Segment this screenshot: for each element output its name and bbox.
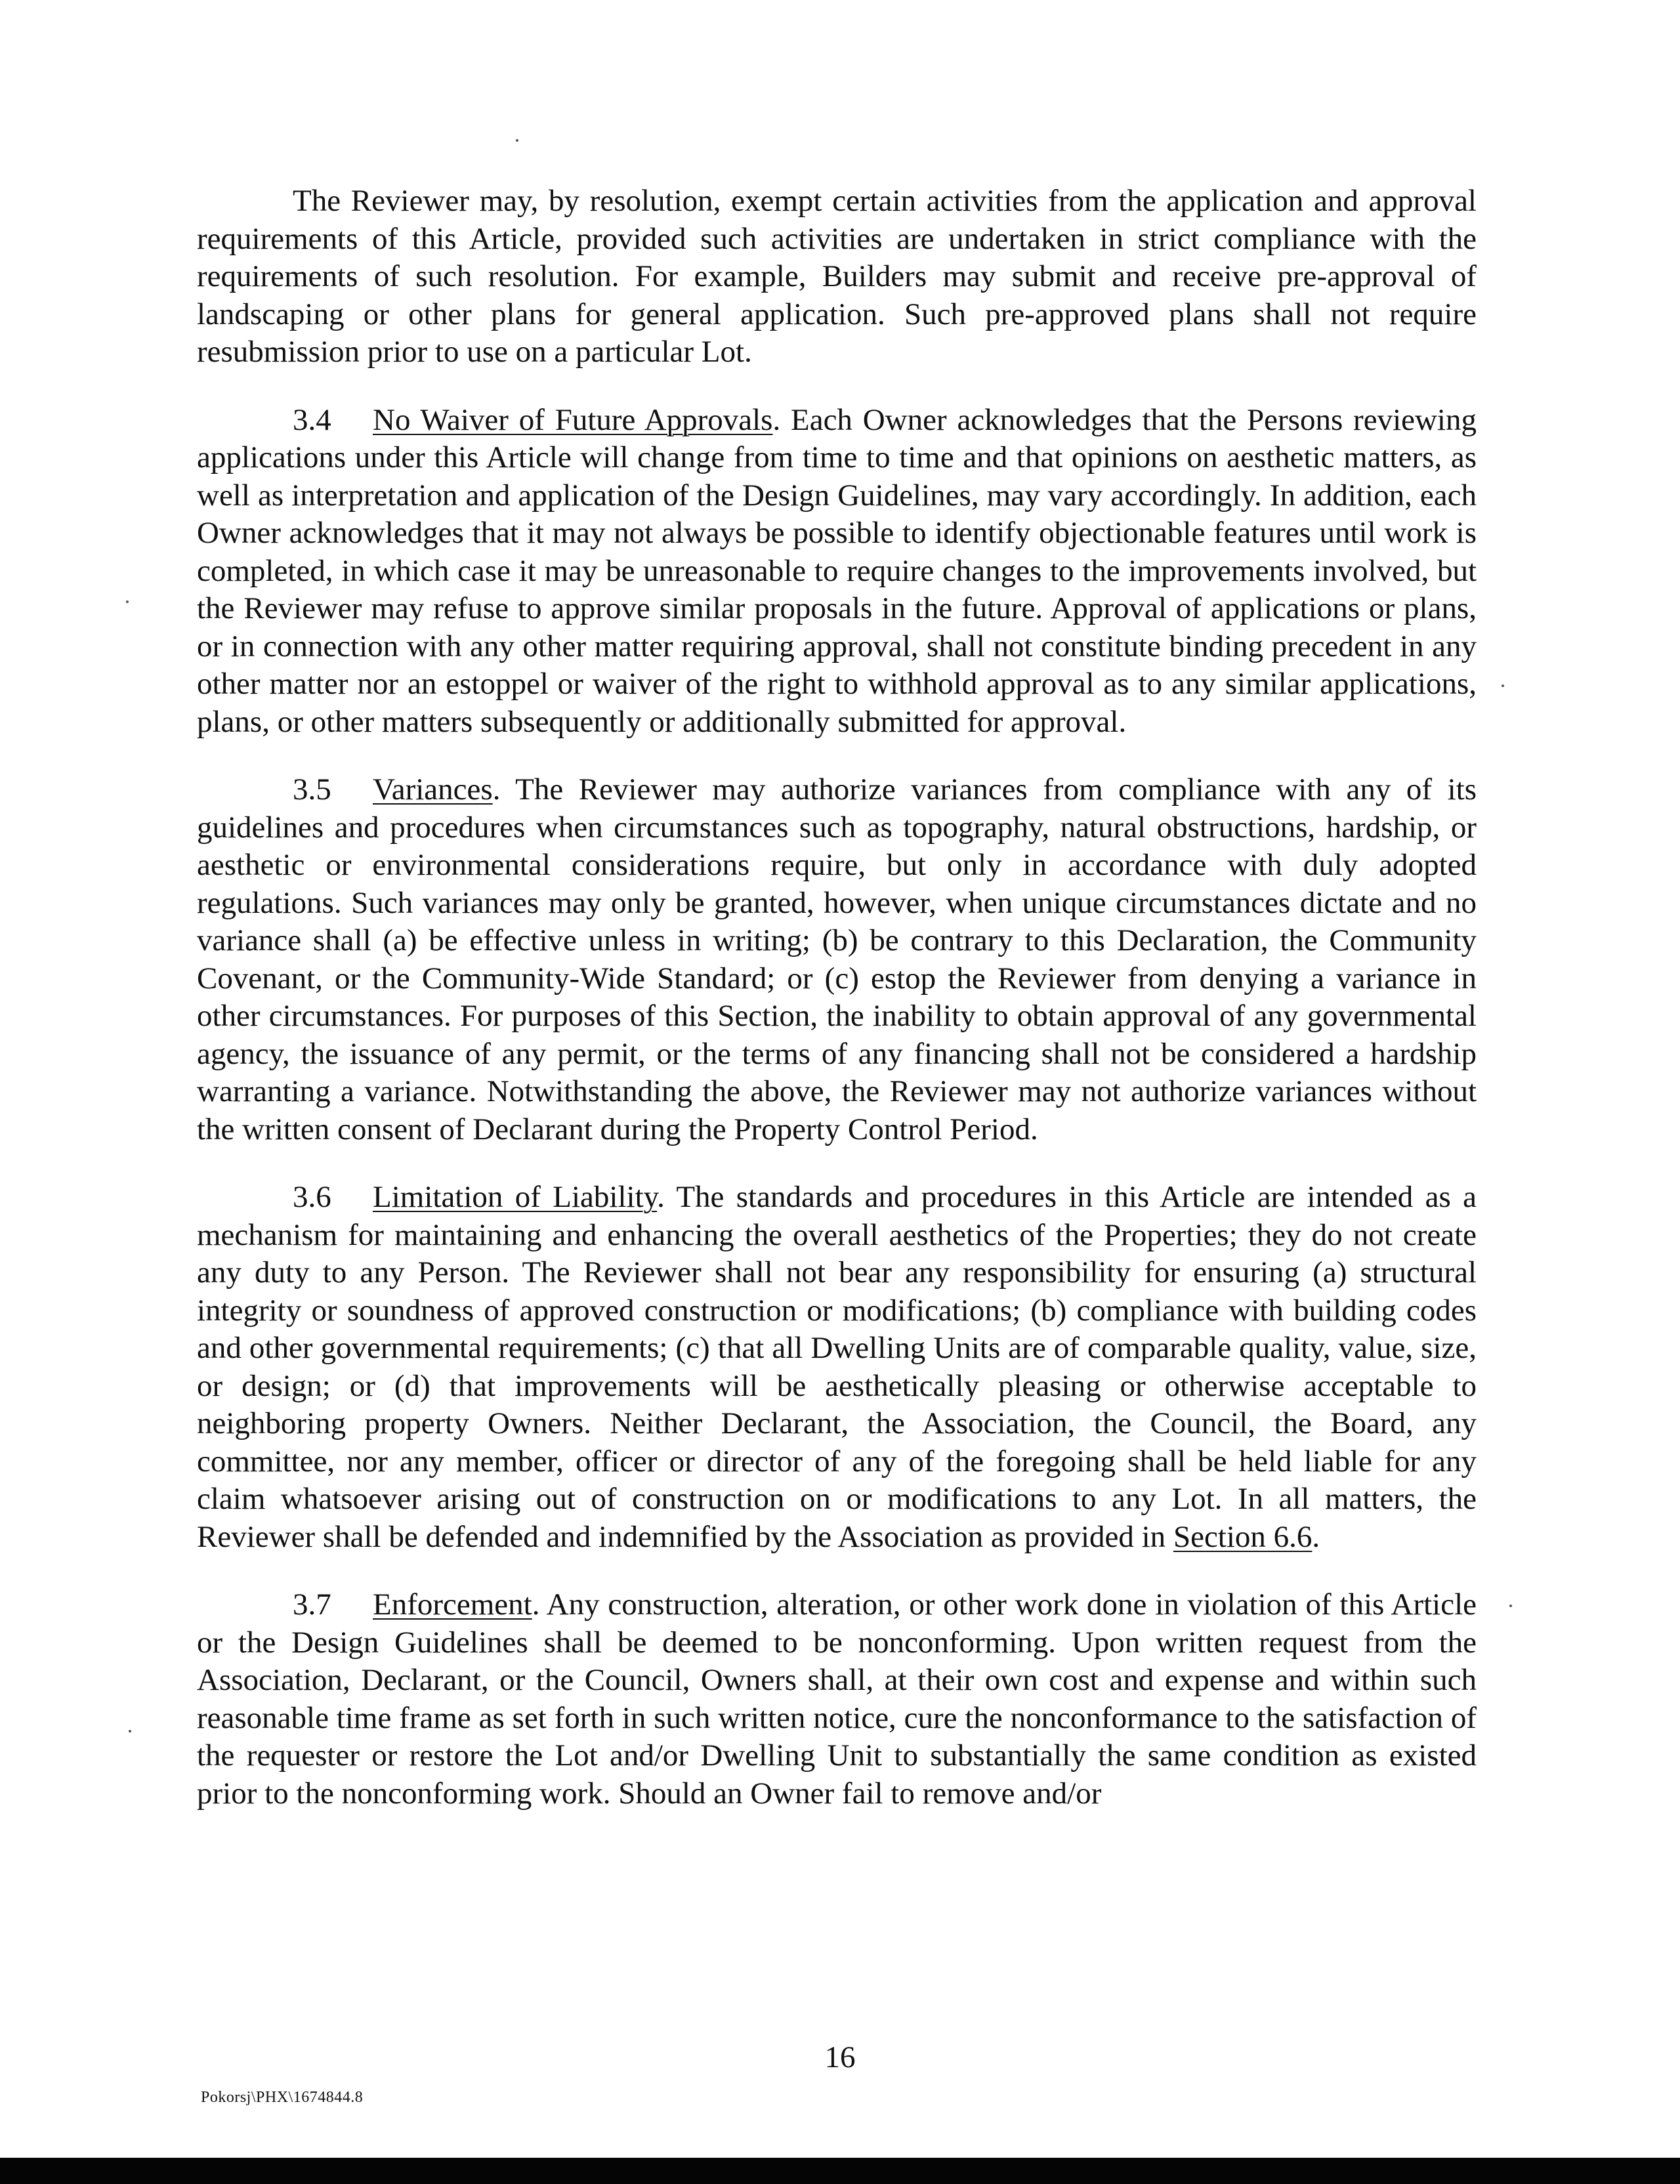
section-number: 3.6 <box>293 1180 331 1214</box>
section-text: . Any construction, alteration, or other work done in violation of this Article or the Design Guidelines shall be deemed to be nonconforming. Upon written request from the Association, Declarant, or the Council, Owners shall, at their own cost and expense and within such reasonable time frame as set forth in such written notice, cure the nonconformance to the satisfaction of the requester or restore the Lot and/or Dwelling Unit to substantially the same condition as existed prior to the nonconforming work. Should an Owner fail to remove and/or <box>197 1587 1477 1811</box>
section-heading: No Waiver of Future Approvals <box>373 402 773 437</box>
section-heading: Enforcement <box>373 1587 532 1622</box>
section-number: 3.7 <box>293 1587 331 1622</box>
section-heading: Variances <box>373 772 493 807</box>
section-3-4 <box>197 402 1477 742</box>
scan-border-bottom <box>0 2158 1680 2184</box>
scan-speck <box>1502 684 1504 687</box>
section-number: 3.5 <box>293 772 331 807</box>
document-footer-id: Pokorsj\PHX\1674844.8 <box>201 2089 364 2106</box>
scan-speck <box>126 600 129 603</box>
section-3-6 <box>197 1179 1477 1556</box>
section-number: 3.4 <box>293 402 331 437</box>
section-text: . Each Owner acknowledges that the Persons reviewing applications under this Article will change from time to time and that opinions on aesthetic matters, as well as interpretation and application of the Design Guidelines, may vary accordingly. In addition, each Owner acknowledges that it may not always be possible to identify objectionable features until work is completed, in which case it may be unreasonable to require changes to the improvements involved, but the Reviewer may refuse to approve similar proposals in the future. Approval of applications or plans, or in connection with any other matter requiring approval, shall not constitute binding precedent in any other matter nor an estoppel or waiver of the right to withhold approval as to any similar applications, plans, or other matters subsequently or additionally submitted for approval. <box>197 402 1477 739</box>
section-cross-reference: Section 6.6 <box>1173 1519 1312 1554</box>
scan-speck <box>1509 1605 1512 1607</box>
section-3-5 <box>197 771 1477 1148</box>
page-number: 16 <box>824 2040 856 2074</box>
scan-speck <box>129 1730 131 1732</box>
scan-speck <box>516 139 518 142</box>
section-3-7 <box>197 1586 1477 1813</box>
section-text: . The standards and procedures in this Article are intended as a mechanism for maintaining and enhancing the overall aesthetics of the Properties; they do not create any duty to any Person. The Reviewer shall not bear any responsibility for ensuring (a) structural integrity or soundness of approved construction or modifications; (b) compliance with building codes and other governmental requirements; (c) that all Dwelling Units are of comparable quality, value, size, or design; or (d) that improvements will be aesthetically pleasing or otherwise acceptable to neighboring property Owners. Neither Declarant, the Association, the Council, the Board, any committee, nor any member, officer or director of any of the foregoing shall be held liable for any claim whatsoever arising out of construction on or modifications to any Lot. In all matters, the Reviewer shall be defended and indemnified by the Association as provided in <box>197 1180 1477 1554</box>
document-body <box>197 182 1477 1843</box>
section-heading: Limitation of Liability <box>373 1180 658 1214</box>
section-text-end: . <box>1312 1519 1320 1554</box>
intro-paragraph: The Reviewer may, by resolution, exempt certain activities from the application and approval requirements of this Article, provided such activities are undertaken in strict compliance with the requirements of such resolution. For example, Builders may submit and receive pre-approval of landscaping or other plans for general application. Such pre-approved plans shall not require resubmission prior to use on a particular Lot. <box>197 184 1477 369</box>
section-text: . The Reviewer may authorize variances from compliance with any of its guidelines and procedures when circumstances such as topography, natural obstructions, hardship, or aesthetic or environmental considerations require, but only in accordance with duly adopted regulations. Such variances may only be granted, however, when unique circumstances dictate and no variance shall (a) be effective unless in writing; (b) be contrary to this Declaration, the Community Covenant, or the Community-Wide Standard; or (c) estop the Reviewer from denying a variance in other circumstances. For purposes of this Section, the inability to obtain approval of any governmental agency, the issuance of any permit, or the terms of any financing shall not be considered a hardship warranting a variance. Notwithstanding the above, the Reviewer may not authorize variances without the written consent of Declarant during the Property Control Period. <box>197 772 1477 1146</box>
